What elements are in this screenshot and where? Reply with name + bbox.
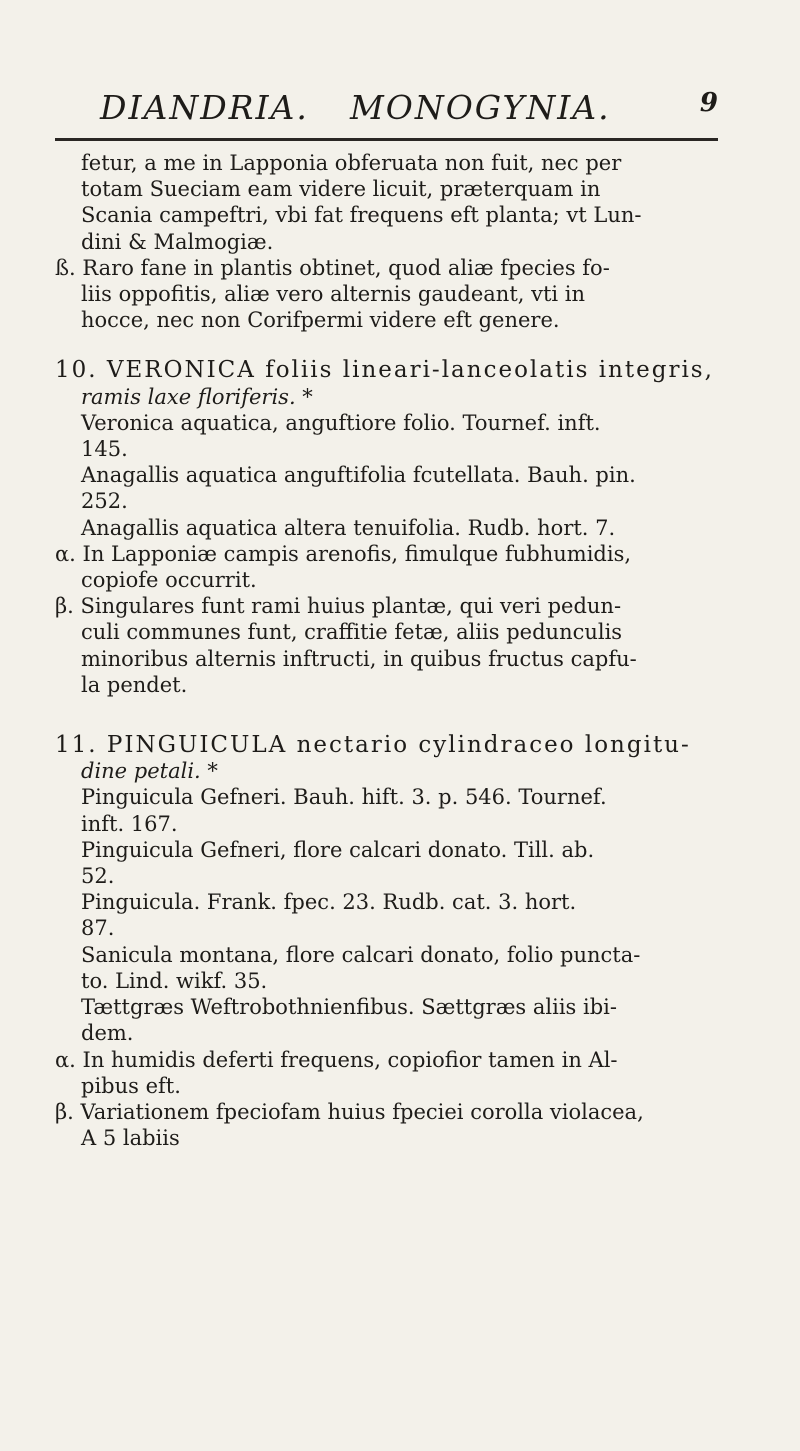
text-line: A 5 labiis xyxy=(81,1126,180,1151)
page-number: 9 xyxy=(699,88,720,118)
text-line: Sanicula montana, flore calcari donato, folio puncta- xyxy=(81,942,641,967)
text-line: Anagallis aquatica anguftifolia fcutellata. Bauh. pin. xyxy=(81,463,636,488)
text-line: Pinguicula Gefneri. Bauh. hift. 3. p. 546. Tournef. xyxy=(81,785,607,810)
text-line: copiofe occurrit. xyxy=(81,568,257,593)
text-line: Veronica aquatica, anguftiore folio. Tournef. inft. xyxy=(81,410,601,435)
text-line: dini & Malmogiæ. xyxy=(81,229,274,254)
text-line: liis oppofitis, aliæ vero alternis gaudeant, vti in xyxy=(81,282,586,307)
header-order-name: MONOGYNIA. xyxy=(350,88,611,127)
text-line: Tættgræs Weftrobothnienfibus. Sættgræs aliis ibi- xyxy=(81,995,617,1020)
text-line: 145. xyxy=(81,437,128,462)
text-line: Pinguicula. Frank. fpec. 23. Rudb. cat. 3. hort. xyxy=(81,890,577,915)
paragraph-gap xyxy=(55,698,720,732)
text-line: α. In humidis deferti frequens, copiofior tamen in Al- xyxy=(55,1047,618,1072)
text-line: 52. xyxy=(81,864,115,889)
text-line: pibus eft. xyxy=(81,1073,181,1098)
page-body xyxy=(55,150,720,1151)
text-line: dem. xyxy=(81,1021,134,1046)
header-class-name: DIANDRIA. xyxy=(100,88,309,127)
text-line: Scania campeftri, vbi fat frequens eft planta; vt Lun- xyxy=(81,203,642,228)
text-line: Pinguicula Gefneri, flore calcari donato. Till. ab. xyxy=(81,837,595,862)
text-line: to. Lind. wikf. 35. xyxy=(81,968,268,993)
text-line: α. In Lapponiæ campis arenofis, fimulque fubhumidis, xyxy=(55,541,632,566)
text-line: β. Singulares funt rami huius plantæ, qui veri pedun- xyxy=(55,594,622,619)
text-line: hocce, nec non Corifpermi videre eft genere. xyxy=(81,308,560,333)
text-line: minoribus alternis inftructi, in quibus fructus capfu- xyxy=(81,646,637,671)
text-line: 87. xyxy=(81,916,115,941)
text-line: ramis laxe floriferis. * xyxy=(81,384,313,409)
text-line: 11. PINGUICULA nectario cylindraceo longitu- xyxy=(55,732,691,759)
text-line: Anagallis aquatica altera tenuifolia. Rudb. hort. 7. xyxy=(81,515,616,540)
text-line: 252. xyxy=(81,489,128,514)
text-line: la pendet. xyxy=(81,672,188,697)
text-line: ß. Raro fane in plantis obtinet, quod aliæ fpecies fo- xyxy=(55,255,610,280)
text-line: 10. VERONICA foliis lineari-lanceolatis integris, xyxy=(55,357,714,384)
text-line: totam Sueciam eam videre licuit, præterquam in xyxy=(81,177,601,202)
text-line: culi communes funt, craffitie fetæ, aliis pedunculis xyxy=(81,620,623,645)
running-header xyxy=(100,88,720,128)
header-rule xyxy=(55,138,718,141)
text-line: dine petali. * xyxy=(81,759,218,784)
text-line: β. Variationem fpeciofam huius fpeciei corolla violacea, xyxy=(55,1099,644,1124)
paragraph-gap xyxy=(55,333,720,357)
text-line: fetur, a me in Lapponia obferuata non fuit, nec per xyxy=(81,151,622,175)
text-line: inft. 167. xyxy=(81,811,178,836)
